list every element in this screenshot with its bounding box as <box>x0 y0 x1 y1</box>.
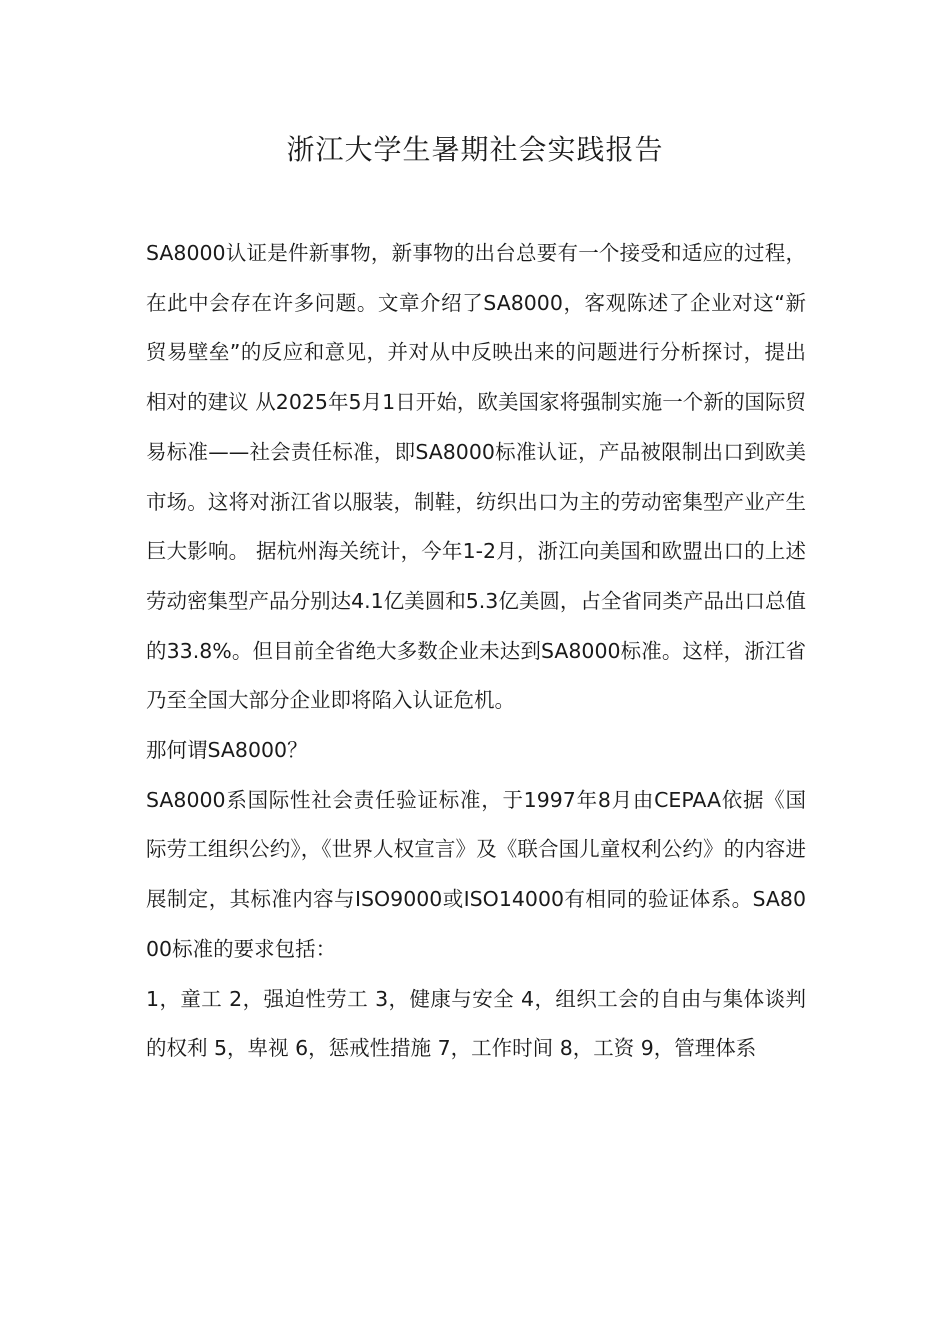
paragraph-requirements-list: 1，童工 2，强迫性劳工 3，健康与安全 4，组织工会的自由与集体谈判的权利 5，卑视 6，惩戒性措施 7，工作时间 8，工资 9，管理体系 <box>146 986 806 1061</box>
paragraph-intro: SA8000认证是件新事物，新事物的出台总要有一个接受和适应的过程，在此中会存在许多问题。文章介绍了SA8000，客观陈述了企业对这“新贸易壁垒”的反应和意见，并对从中反映出来的问题进行分析探讨，提出相对的建议 从2025年5月1日开始，欧美国家将强制实施一个新的国际贸易标准——社会责任标准，即SA8000标准认证，产品被限制出口到欧美市场。这将对浙江省以服装，制鞋，纺织出口为主的劳动密集型产业产生巨大影响。 据杭州海关统计，今年1-2月，浙江向美国和欧盟出口的上述劳动密集型产品分别达4.1亿美圆和5.3亿美圆，占全省同类产品出口总值的33.8%。但目前全省绝大多数企业未达到SA8000标准。这样，浙江省乃至全国大部分企业即将陷入认证危机。 <box>146 241 806 713</box>
paragraph-definition: SA8000系国际性社会责任验证标准，于1997年8月由CEPAA依据《国际劳工组织公约》，《世界人权宣言》及《联合国儿童权利公约》的内容进展制定，其标准内容与ISO9000或ISO14000有相同的验证体系。SA8000标准的要求包括： <box>146 787 806 961</box>
document-title: 浙江大学生暑期社会实践报告 <box>286 133 664 166</box>
document-body <box>146 229 806 1074</box>
paragraph-question: 那何谓SA8000？ <box>146 738 308 763</box>
